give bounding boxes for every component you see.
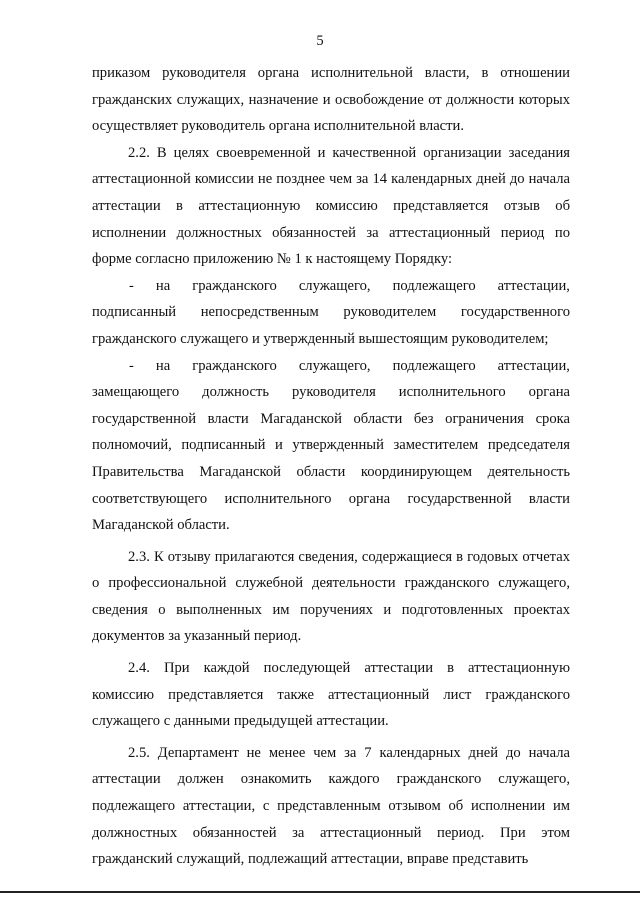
paragraph-intro: приказом руководителя органа исполнительной власти, в отношении гражданских служащих, назначение и освобождение от должности которых осуществляет руководитель органа исполнительной власти. <box>92 65 570 135</box>
bullet-2-text: замещающего должность руководителя исполнительного органа государственной власти Магаданской области без ограничения срока полномочий, подписанный и утвержденный заместителем председателя Правительства Магаданской области координирующем деятельность соответствующего исполнительного органа государственной власти Магаданской области. <box>92 384 570 534</box>
bullet-word: на <box>155 357 171 374</box>
document-body <box>92 60 570 873</box>
bullet-word: гражданского <box>192 277 277 294</box>
bullet-item-2 <box>92 353 570 539</box>
bullet-dash: - <box>129 277 134 294</box>
bullet-1-first-line <box>92 273 570 300</box>
bullet-word: аттестации, <box>497 277 570 294</box>
bullet-word: на <box>155 277 171 294</box>
bullet-word: служащего, <box>298 277 371 294</box>
paragraph-2-2: 2.2. В целях своевременной и качественной организации заседания аттестационной комиссии не позднее чем за 14 календарных дней до начала аттестации в аттестационную комиссию представляется отзыв об исполнении должностных обязанностей за аттестационный период по форме согласно приложению № 1 к настоящему Порядку: <box>92 144 570 268</box>
bullet-dash: - <box>129 357 134 374</box>
bullet-word: подлежащего <box>392 357 476 374</box>
scan-bottom-edge <box>0 891 640 893</box>
bullet-word: подлежащего <box>392 277 476 294</box>
paragraph-2-4: 2.4. При каждой последующей аттестации в аттестационную комиссию представляется также аттестационный лист гражданского служащего с данными предыдущей аттестации. <box>92 660 570 730</box>
paragraph-2-3: 2.3. К отзыву прилагаются сведения, содержащиеся в годовых отчетах о профессиональной служебной деятельности гражданского служащего, сведения о выполненных им поручениях и подготовленных проектах документов за указанный период. <box>92 548 570 645</box>
bullet-2-first-line <box>92 353 570 380</box>
bullet-1-text: подписанный непосредственным руководителем государственного гражданского служащего и утвержденный вышестоящим руководителем; <box>92 304 570 347</box>
bullet-word: служащего, <box>298 357 371 374</box>
bullet-word: гражданского <box>192 357 277 374</box>
page-number: 5 <box>316 33 324 49</box>
paragraph-2-5: 2.5. Департамент не менее чем за 7 календарных дней до начала аттестации должен ознакомить каждого гражданского служащего, подлежащего аттестации, с представленным отзывом об исполнении им должностных обязанностей за аттестационный период. При этом гражданский служащий, подлежащий аттестации, вправе представить <box>92 744 570 868</box>
bullet-word: аттестации, <box>497 357 570 374</box>
bullet-item-1 <box>92 273 570 353</box>
